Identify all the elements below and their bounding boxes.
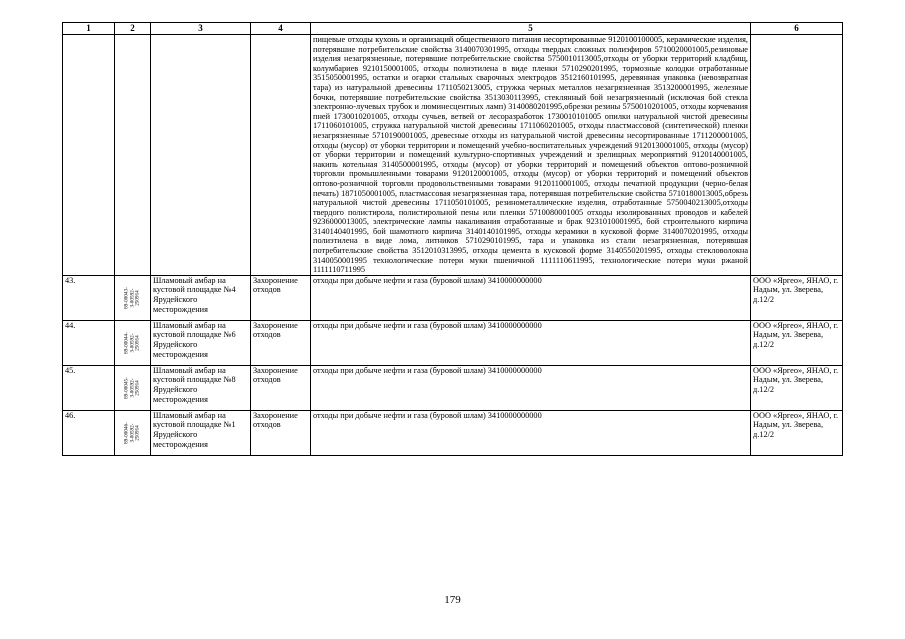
registry-code: 89-00045- З-00592- 250914 bbox=[115, 365, 151, 410]
waste-type: отходы при добыче нефти и газа (буровой шлам) 3410000000000 bbox=[311, 275, 751, 320]
waste-type: отходы при добыче нефти и газа (буровой шлам) 3410000000000 bbox=[311, 320, 751, 365]
facility-owner: ООО «Яргео», ЯНАО, г. Надым, ул. Зверева, д.12/2 bbox=[751, 365, 843, 410]
waste-type: отходы при добыче нефти и газа (буровой шлам) 3410000000000 bbox=[311, 365, 751, 410]
row-number: 46. bbox=[63, 410, 115, 455]
facility-owner: ООО «Яргео», ЯНАО, г. Надым, ул. Зверева, д.12/2 bbox=[751, 275, 843, 320]
header-cell-owner: 6 bbox=[751, 23, 843, 35]
row-number: 45. bbox=[63, 365, 115, 410]
header-cell-waste: 5 bbox=[311, 23, 751, 35]
waste-type: отходы при добыче нефти и газа (буровой шлам) 3410000000000 bbox=[311, 410, 751, 455]
table-row bbox=[63, 320, 843, 365]
header-cell-number: 1 bbox=[63, 23, 115, 35]
header-cell-code: 2 bbox=[115, 23, 151, 35]
facility-owner: ООО «Яргео», ЯНАО, г. Надым, ул. Зверева, д.12/2 bbox=[751, 410, 843, 455]
registry-code: 89-00044- З-00592- 250914 bbox=[115, 320, 151, 365]
header-cell-name: 3 bbox=[151, 23, 251, 35]
table-row bbox=[63, 365, 843, 410]
facility-name: Шламовый амбар на кустовой площадке №6 Ярудейского месторождения bbox=[151, 320, 251, 365]
facility-purpose: Захоронение отходов bbox=[251, 320, 311, 365]
facility-name: Шламовый амбар на кустовой площадке №4 Ярудейского месторождения bbox=[151, 275, 251, 320]
waste-list-continuation: пищевые отходы кухонь и организаций общественного питания несортированные 9120100100005, керамические изделия, потерявшие потребительские свойства 3140070301995, отходы твердых сложных полиэфиров 5710020001005,резиновые изделия незагрязненные, потерявшие потребительские свойства 5750010113005,отходы от уборки территорий кладбищ, колумбариев 9210150001005, отходы полиэтилена в виде пленки 5710290201995, тормозные колодки отработанные 3515050001995, остатки и огарки стальных сварочных электродов 3512160101995, деревянная упаковка (невозвратная тара) из натуральной древесины 1711050213005, стружка черных металлов незагрязненная 3513200001995, железные бочки, потерявшие потребительские свойства 3513030113995, стеклянный бой незагрязненный (исключая бой стекла электронно-лучевых трубок и люминесцентных ламп) 3140080201995,обрезки резины 5750010201005, отходы корчевания пней 1730010201005, отходы сучьев, ветвей от лесоразработок 1730010101005 опилки натуральной чистой древесины 1711060101005, стружка натуральной чистой древесины 1711060201005, отходы пластмассовой (синтетической) пленки незагрязненные 5710190001005, древесные отходы из натуральной чистой древесины несортированные 1711200001005, отходы (мусор) от уборки территории и помещений учебно-воспитательных учреждений 9120130001005, отходы (мусор) от уборки территории и помещений культурно-спортивных учреждений и зрелищных мероприятий 9120140001005, накипь котельная 3140500001995, отходы (мусор) от уборки территорий и помещений объектов оптово-розничной торговли промышленными товарами 9120120001005, отходы (мусор) от уборки территорий и помещений объектов оптово-розничной торговли продовольственными товарами 9120110001005, отходы печатной продукции (черно-белая печать) 1871050001005, пластмассовая незагрязненная тара, потерявшая потребительские свойства 5710180013005,обрезь натуральной чистой древесины 1711050101005, резинометаллические изделия, отработанные 5750040213005,отходы твердого полистирола, полистирольной пены или пленки 5710080001005 отходы изолированных проводов и кабелей 9236000013005, электрические лампы накаливания отработанные и брак 9231010001995, бой строительного кирпича 3140140401995, бой шамотного кирпича 3140140101995, отходы керамики в кусковой форме 3140070201995, отходы полиэтилена в виде лома, литников 5710290101995, тара и упаковка из стали незагрязненная, потерявшая потребительские свойства 3512010313995, отходы цемента в кусковой форме 3140550201995, отходы стекловолокна 3140050001995 технологические потери муки пшеничной 1111110611995, технологические потери муки ржаной 1111110711995 bbox=[311, 35, 751, 276]
registry-code: 89-00043- З-00592- 250914 bbox=[115, 275, 151, 320]
facility-purpose: Захоронение отходов bbox=[251, 365, 311, 410]
table-row bbox=[63, 410, 843, 455]
facility-owner: ООО «Яргео», ЯНАО, г. Надым, ул. Зверева, д.12/2 bbox=[751, 320, 843, 365]
row-number: 43. bbox=[63, 275, 115, 320]
header-cell-purpose: 4 bbox=[251, 23, 311, 35]
row-number: 44. bbox=[63, 320, 115, 365]
table-header-row bbox=[63, 23, 843, 35]
waste-facilities-table bbox=[62, 22, 843, 456]
facility-name: Шламовый амбар на кустовой площадке №1 Ярудейского месторождения bbox=[151, 410, 251, 455]
facility-name: Шламовый амбар на кустовой площадке №8 Ярудейского месторождения bbox=[151, 365, 251, 410]
page-number: 179 bbox=[444, 594, 461, 606]
registry-code: 89-00046- З-00592- 250914 bbox=[115, 410, 151, 455]
continuation-row bbox=[63, 35, 843, 276]
facility-purpose: Захоронение отходов bbox=[251, 275, 311, 320]
facility-purpose: Захоронение отходов bbox=[251, 410, 311, 455]
table-row bbox=[63, 275, 843, 320]
